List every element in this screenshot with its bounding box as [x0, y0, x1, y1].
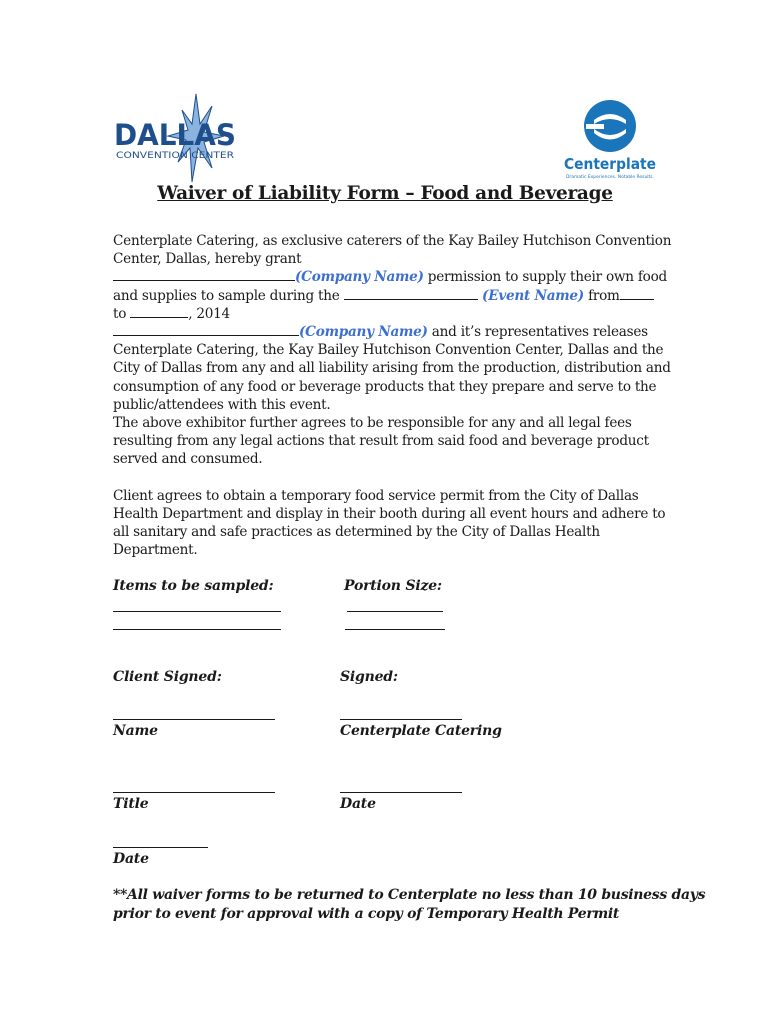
- items-line-1[interactable]: [113, 611, 281, 612]
- p1-line-5-year: , 2014: [188, 305, 230, 322]
- p1-line-3-text: permission to supply their own food: [423, 269, 667, 286]
- centerplate-logo: [560, 96, 660, 182]
- p1-line-6-text: and it’s representatives releases: [427, 324, 648, 341]
- event-name-blank[interactable]: [344, 287, 478, 300]
- title-line[interactable]: [113, 792, 275, 793]
- signed-label: Signed:: [340, 669, 398, 685]
- date-label-2: Date: [113, 851, 149, 867]
- p2-line-3: all sanitary and safe practices as determined by the City of Dallas Health: [113, 524, 600, 541]
- dallas-convention-center-logo: [112, 92, 242, 184]
- p1-line-5-to: to: [113, 305, 131, 322]
- p1-line-6: [113, 323, 673, 341]
- portion-line-1[interactable]: [347, 611, 443, 612]
- company-name-blank-2[interactable]: [113, 323, 299, 336]
- p1-line-2: Center, Dallas, hereby grant: [113, 251, 302, 268]
- p1-line-3: [113, 268, 673, 286]
- p1-line-5: [113, 305, 673, 323]
- p1-line-11: The above exhibitor further agrees to be responsible for any and all legal fees: [113, 415, 632, 432]
- items-line-2[interactable]: [113, 629, 281, 630]
- name-line[interactable]: [113, 719, 275, 720]
- footer-line-1: **All waiver forms to be returned to Centerplate no less than 10 business days: [113, 887, 706, 903]
- title-label: Title: [113, 796, 149, 812]
- waiver-body: [113, 232, 673, 559]
- p1-line-9: consumption of any food or beverage products that they prepare and serve to the: [113, 378, 657, 395]
- form-title: Waiver of Liability Form – Food and Beverage: [157, 183, 613, 204]
- from-date-blank[interactable]: [620, 287, 654, 300]
- p2-line-2: Health Department and display in their booth during all event hours and adhere to: [113, 505, 666, 522]
- p1-line-7: Centerplate Catering, the Kay Bailey Hutchison Convention Center, Dallas and the: [113, 342, 664, 359]
- event-name-field-label: (Event Name): [477, 287, 584, 304]
- date-line-1[interactable]: [340, 792, 462, 793]
- dallas-wordmark: DALLAS: [114, 118, 236, 152]
- company-name-field-label-1: (Company Name): [295, 269, 424, 286]
- p2-line-1: Client agrees to obtain a temporary food service permit from the City of Dallas: [113, 487, 639, 504]
- date-line-2[interactable]: [113, 847, 208, 848]
- p1-line-4-from: from: [584, 287, 620, 304]
- centerplate-tagline: Dramatic Experiences. Notable Results.: [566, 174, 654, 179]
- centerplate-wordmark: Centerplate: [564, 155, 656, 173]
- p2-line-4: Department.: [113, 542, 198, 559]
- portion-line-2[interactable]: [345, 629, 445, 630]
- p1-line-10: public/attendees with this event.: [113, 396, 331, 413]
- date-label-1: Date: [340, 796, 376, 812]
- footer-note: [113, 886, 706, 924]
- convention-center-wordmark: CONVENTION CENTER: [116, 150, 235, 160]
- p1-line-8: City of Dallas from any and all liability arising from the production, distribution and: [113, 360, 671, 377]
- footer-line-2: prior to event for approval with a copy of Temporary Health Permit: [113, 906, 620, 922]
- portion-label: Portion Size:: [344, 578, 442, 594]
- to-date-blank[interactable]: [130, 305, 188, 318]
- client-signed-label: Client Signed:: [113, 669, 222, 685]
- p1-line-4: [113, 287, 673, 305]
- p1-line-4-text: and supplies to sample during the: [113, 287, 344, 304]
- centerplate-catering-line[interactable]: [340, 719, 462, 720]
- p1-line-12: resulting from any legal actions that result from said food and beverage product: [113, 433, 649, 450]
- items-label: Items to be sampled:: [113, 578, 274, 594]
- centerplate-catering-label: Centerplate Catering: [340, 723, 502, 739]
- company-name-field-label-2: (Company Name): [299, 324, 428, 341]
- name-label: Name: [113, 723, 158, 739]
- p1-line-1: Centerplate Catering, as exclusive caterers of the Kay Bailey Hutchison Convention: [113, 233, 672, 249]
- p1-line-13: served and consumed.: [113, 451, 263, 468]
- company-name-blank-1[interactable]: [113, 268, 295, 281]
